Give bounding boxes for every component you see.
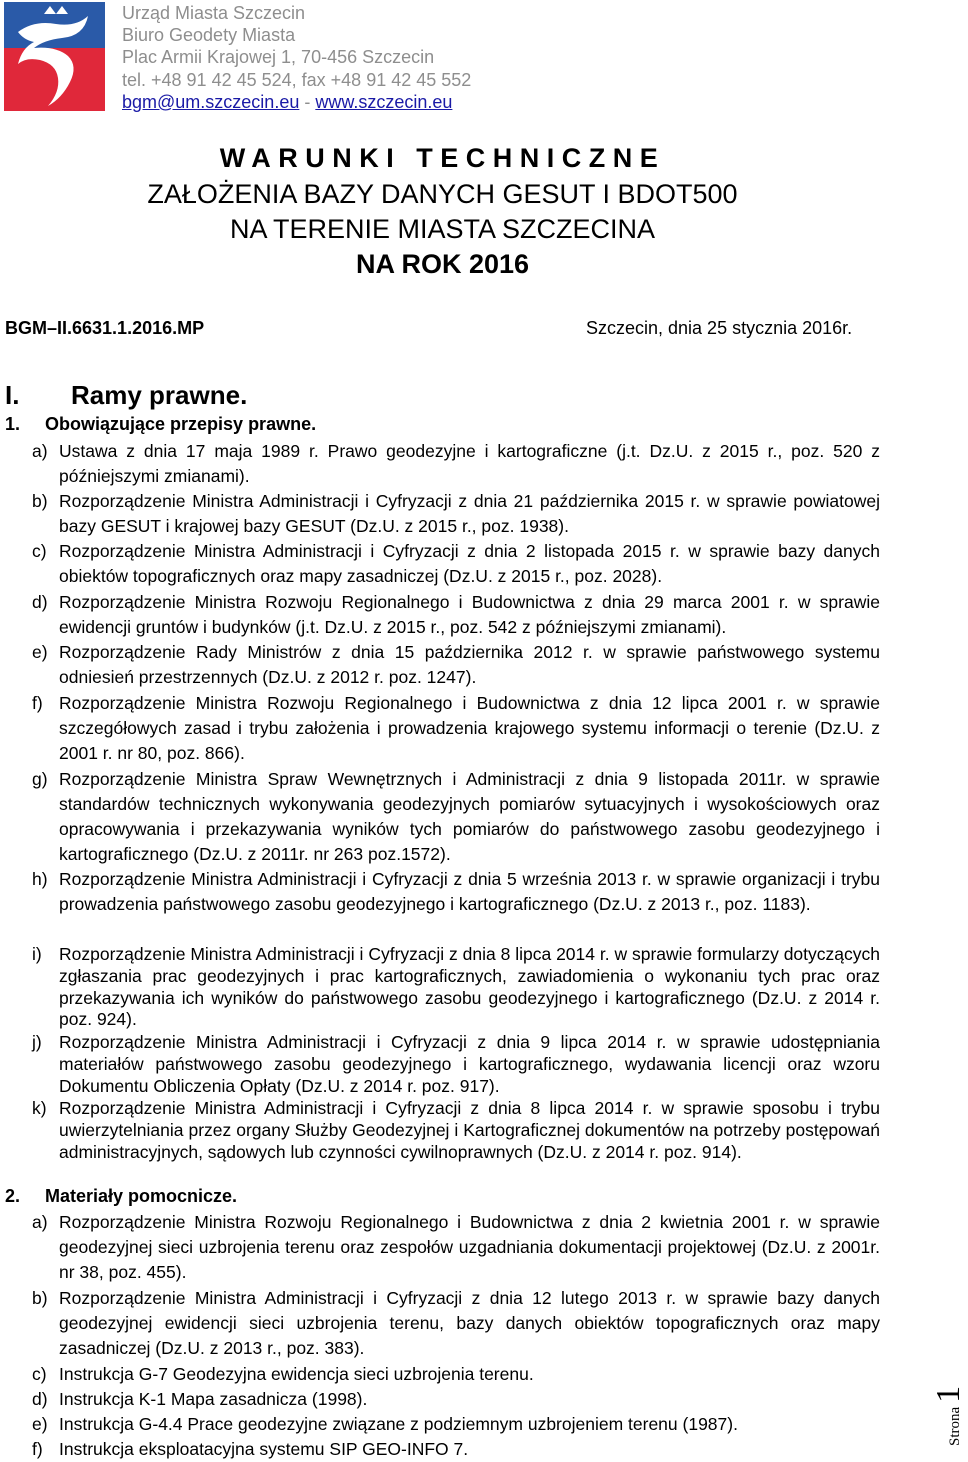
doc-title-line4: NA ROK 2016 xyxy=(355,249,530,279)
org-address: Plac Armii Krajowej 1, 70-456 Szczecin xyxy=(122,47,435,68)
list-item-label: k) xyxy=(32,1098,47,1118)
list-item-text: Rozporządzenie Ministra Administracji i Cyfryzacji z dnia 8 lipca 2014 r. w sprawie formularzy dotyczących zgłaszania prac geodezyjnych i prac kartograficznych, zawiadomienia o wykonaniu tych prac oraz przekazywania ich wyników do państwowego zasobu geodezyjnego i kartograficznego (Dz.U. z 2014 r. poz. 924). xyxy=(59,944,880,1030)
page-label: Strona xyxy=(947,1406,963,1446)
list-item-label: j) xyxy=(32,1032,42,1052)
list-item-label: e) xyxy=(32,1414,48,1434)
reference-number: BGM–II.6631.1.2016.MP xyxy=(5,318,205,338)
list-item xyxy=(32,867,880,917)
list-item xyxy=(32,944,880,1031)
doc-title-line1: WARUNKI TECHNICZNE xyxy=(219,143,666,173)
subsection-number: 1. xyxy=(5,414,21,434)
list-item-label: a) xyxy=(32,1212,48,1232)
subsection-title: Materiały pomocnicze. xyxy=(45,1186,238,1206)
list-item-text: Rozporządzenie Ministra Administracji i Cyfryzacji z dnia 9 lipca 2014 r. w sprawie udostępniania materiałów państwowego zasobu geodezyjnego i kartograficznego, wydawania licencji oraz wzoru Dokumentu Obliczenia Opłaty (Dz.U. z 2014 r. poz. 917). xyxy=(59,1032,880,1096)
subsection-title: Obowiązujące przepisy prawne. xyxy=(45,414,317,434)
org-phone: tel. +48 91 42 45 524, fax +48 91 42 45 552 xyxy=(122,69,472,90)
list-item-text: Rozporządzenie Rady Ministrów z dnia 15 października 2012 r. w sprawie państwowego systemu odniesień przestrzennych (Dz.U. z 2012 r. poz. 1247). xyxy=(59,642,880,687)
list-item-label: e) xyxy=(32,642,48,662)
list-item xyxy=(32,1387,880,1412)
list-item-text: Instrukcja K-1 Mapa zasadnicza (1998). xyxy=(59,1389,368,1409)
document-date: Szczecin, dnia 25 stycznia 2016r. xyxy=(586,318,853,338)
list-item-text: Rozporządzenie Ministra Administracji i Cyfryzacji z dnia 12 lutego 2013 r. w sprawie bazy danych geodezyjnej ewidencji sieci uzbrojenia terenu, bazy danych obiektów topograficznych oraz mapy zasadniczej (Dz.U. z 2013 r., poz. 383). xyxy=(59,1288,880,1358)
list-item-text: Instrukcja G-4.4 Prace geodezyjne związane z podziemnym uzbrojeniem terenu (1987). xyxy=(59,1414,738,1434)
list-item xyxy=(32,489,880,539)
list-item-text: Instrukcja eksploatacyjna systemu SIP GEO-INFO 7. xyxy=(59,1439,469,1459)
website-link[interactable]: www.szczecin.eu xyxy=(315,91,453,112)
link-separator: - xyxy=(299,91,316,112)
list-item-text: Rozporządzenie Ministra Rozwoju Regionalnego i Budownictwa z dnia 29 marca 2001 r. w sprawie ewidencji gruntów i budynków (j.t. Dz.U. z 2015 r., poz. 542 z późniejszymi zmianami). xyxy=(59,592,880,637)
list-item-text: Rozporządzenie Ministra Administracji i Cyfryzacji z dnia 8 lipca 2014 r. w sprawie sposobu i trybu uwierzytelniania przez organy Służby Geodezyjnej i Kartograficznej dokumentów na potrzeby postępowań administracyjnych, sądowych lub czynności cywilnoprawnych (Dz.U. z 2014 r. poz. 914). xyxy=(59,1098,880,1162)
city-logo-icon xyxy=(4,2,105,111)
list-item-text: Rozporządzenie Ministra Administracji i Cyfryzacji z dnia 21 października 2015 r. w sprawie powiatowej bazy GESUT i krajowej bazy GESUT (Dz.U. z 2015 r., poz. 1938). xyxy=(59,491,880,536)
section-number: I. xyxy=(5,380,20,410)
list-item xyxy=(32,590,880,640)
org-contacts xyxy=(122,91,471,113)
list-item xyxy=(32,1437,880,1462)
list-item-text: Rozporządzenie Ministra Administracji i Cyfryzacji z dnia 5 września 2013 r. w sprawie organizacji i trybu prowadzenia państwowego zasobu geodezyjnego i kartograficznego (Dz.U. z 2013 r., poz. 1183). xyxy=(59,869,880,914)
page-number: 1 xyxy=(930,1385,967,1403)
list-item-label: d) xyxy=(32,592,48,612)
subsection-number: 2. xyxy=(5,1186,21,1206)
list-item-text: Rozporządzenie Ministra Spraw Wewnętrznych i Administracji z dnia 9 listopada 2011r. w sprawie standardów technicznych wykonywania geodezyjnych pomiarów sytuacyjnych i wysokościowych oraz opracowywania i przekazywania wyników tych pomiarów do państwowego zasobu geodezyjnego i kartograficznego (Dz.U. z 2011r. nr 263 poz.1572). xyxy=(59,769,880,864)
org-header xyxy=(122,2,471,113)
list-item xyxy=(32,640,880,690)
section-title: Ramy prawne. xyxy=(71,380,248,410)
org-name: Urząd Miasta Szczecin xyxy=(122,3,306,23)
list-item xyxy=(32,1286,880,1361)
list-item-label: f) xyxy=(32,693,43,713)
list-item-text: Instrukcja G-7 Geodezyjna ewidencja sieci uzbrojenia terenu. xyxy=(59,1364,534,1384)
list-item-label: i) xyxy=(32,944,42,964)
list-item xyxy=(32,1210,880,1285)
list-item xyxy=(32,767,880,867)
list-item-text: Rozporządzenie Ministra Rozwoju Regionalnego i Budownictwa z dnia 12 lipca 2001 r. w sprawie szczegółowych zasad i trybu założenia i prowadzenia krajowego systemu informacji o terenie (Dz.U. z 2001 r. nr 80, poz. 866). xyxy=(59,693,880,763)
doc-title-line2: ZAŁOŻENIA BAZY DANYCH GESUT I BDOT500 xyxy=(147,179,738,209)
page-footer xyxy=(930,1366,967,1446)
list-item-label: c) xyxy=(32,1364,47,1384)
doc-title-line3: NA TERENIE MIASTA SZCZECINA xyxy=(229,214,656,244)
list-item-label: c) xyxy=(32,541,47,561)
org-department: Biuro Geodety Miasta xyxy=(122,25,296,46)
list-item-label: a) xyxy=(32,441,48,461)
list-item xyxy=(32,1362,880,1387)
list-item xyxy=(32,1098,880,1163)
list-item xyxy=(32,1032,880,1097)
list-item-label: d) xyxy=(32,1389,48,1409)
list-item xyxy=(32,439,880,489)
list-item xyxy=(32,1412,880,1437)
list-item-label: b) xyxy=(32,491,48,511)
list-item-text: Rozporządzenie Ministra Rozwoju Regionalnego i Budownictwa z dnia 2 kwietnia 2001 r. w sprawie geodezyjnej sieci uzbrojenia terenu oraz zespołów uzgadniania dokumentacji projektowej (Dz.U. z 2001r. nr 38, poz. 455). xyxy=(59,1212,880,1282)
list-item-label: h) xyxy=(32,869,48,889)
list-item-label: b) xyxy=(32,1288,48,1308)
email-link[interactable]: bgm@um.szczecin.eu xyxy=(122,91,300,112)
list-item-text: Rozporządzenie Ministra Administracji i Cyfryzacji z dnia 2 listopada 2015 r. w sprawie bazy danych obiektów topograficznych oraz mapy zasadniczej (Dz.U. z 2015 r., poz. 2028). xyxy=(59,541,880,586)
list-item xyxy=(32,539,880,589)
list-item-label: g) xyxy=(32,769,48,789)
list-item-text: Ustawa z dnia 17 maja 1989 r. Prawo geodezyjne i kartograficzne (j.t. Dz.U. z 2015 r., poz. 520 z późniejszymi zmianami). xyxy=(59,441,880,486)
list-item-label: f) xyxy=(32,1439,43,1459)
list-item xyxy=(32,691,880,766)
